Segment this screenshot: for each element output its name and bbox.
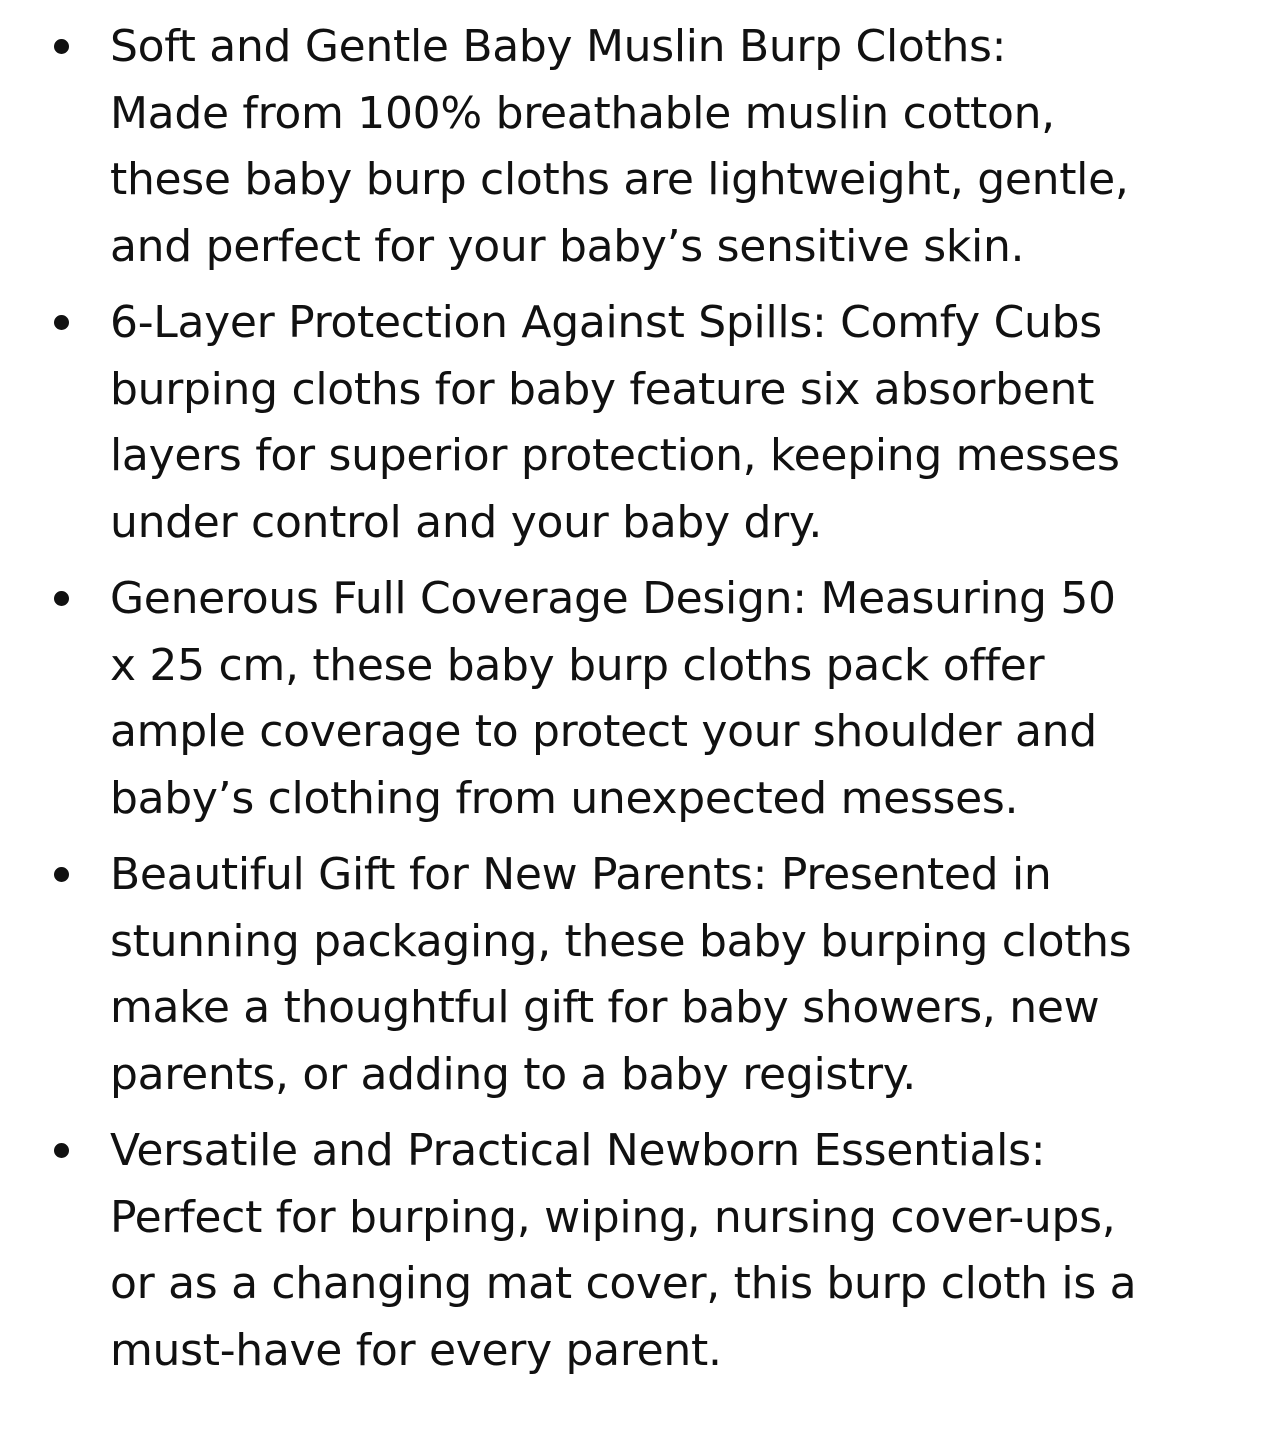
bullet-dot-icon xyxy=(54,591,69,606)
bullet-dot-icon xyxy=(54,39,69,54)
feature-line: Perfect for burping, wiping, nursing cover-ups, xyxy=(110,1191,1116,1243)
bullet-dot-icon xyxy=(54,315,69,330)
feature-line: stunning packaging, these baby burping cloths xyxy=(110,915,1132,967)
feature-line: Beautiful Gift for New Parents: Presented in xyxy=(110,849,1052,900)
feature-line: these baby burp cloths are lightweight, gentle, xyxy=(110,154,1129,205)
feature-line: Versatile and Practical Newborn Essentials: xyxy=(110,1125,1046,1176)
feature-line: make a thoughtful gift for baby showers, new xyxy=(110,982,1100,1033)
feature-bullet-5 xyxy=(0,1118,1236,1384)
feature-line: Made from 100% breathable muslin cotton, xyxy=(110,87,1055,139)
feature-line: or as a changing mat cover, this burp cloth is a xyxy=(110,1258,1137,1309)
feature-line: 6-Layer Protection Against Spills: Comfy Cubs xyxy=(110,297,1102,348)
bullet-dot-icon xyxy=(54,867,69,882)
feature-line: and perfect for your baby’s sensitive skin. xyxy=(110,220,1025,272)
feature-line: Generous Full Coverage Design: Measuring 50 xyxy=(110,573,1116,624)
feature-line: parents, or adding to a baby registry. xyxy=(110,1048,916,1100)
feature-bullet-1 xyxy=(0,14,1236,280)
feature-line: must-have for every parent. xyxy=(110,1324,722,1376)
feature-bullet-3 xyxy=(0,566,1236,832)
feature-bullet-4 xyxy=(0,842,1236,1108)
feature-line: burping cloths for baby feature six absorbent xyxy=(110,363,1095,415)
feature-line: baby’s clothing from unexpected messes. xyxy=(110,772,1019,824)
feature-line: ample coverage to protect your shoulder and xyxy=(110,706,1097,757)
feature-line: Soft and Gentle Baby Muslin Burp Cloths: xyxy=(110,21,1007,72)
feature-line: under control and your baby dry. xyxy=(110,496,823,548)
feature-line: layers for superior protection, keeping messes xyxy=(110,430,1120,481)
feature-bullet-2 xyxy=(0,290,1236,556)
bullet-dot-icon xyxy=(54,1143,69,1158)
feature-line: x 25 cm, these baby burp cloths pack offer xyxy=(110,639,1045,691)
